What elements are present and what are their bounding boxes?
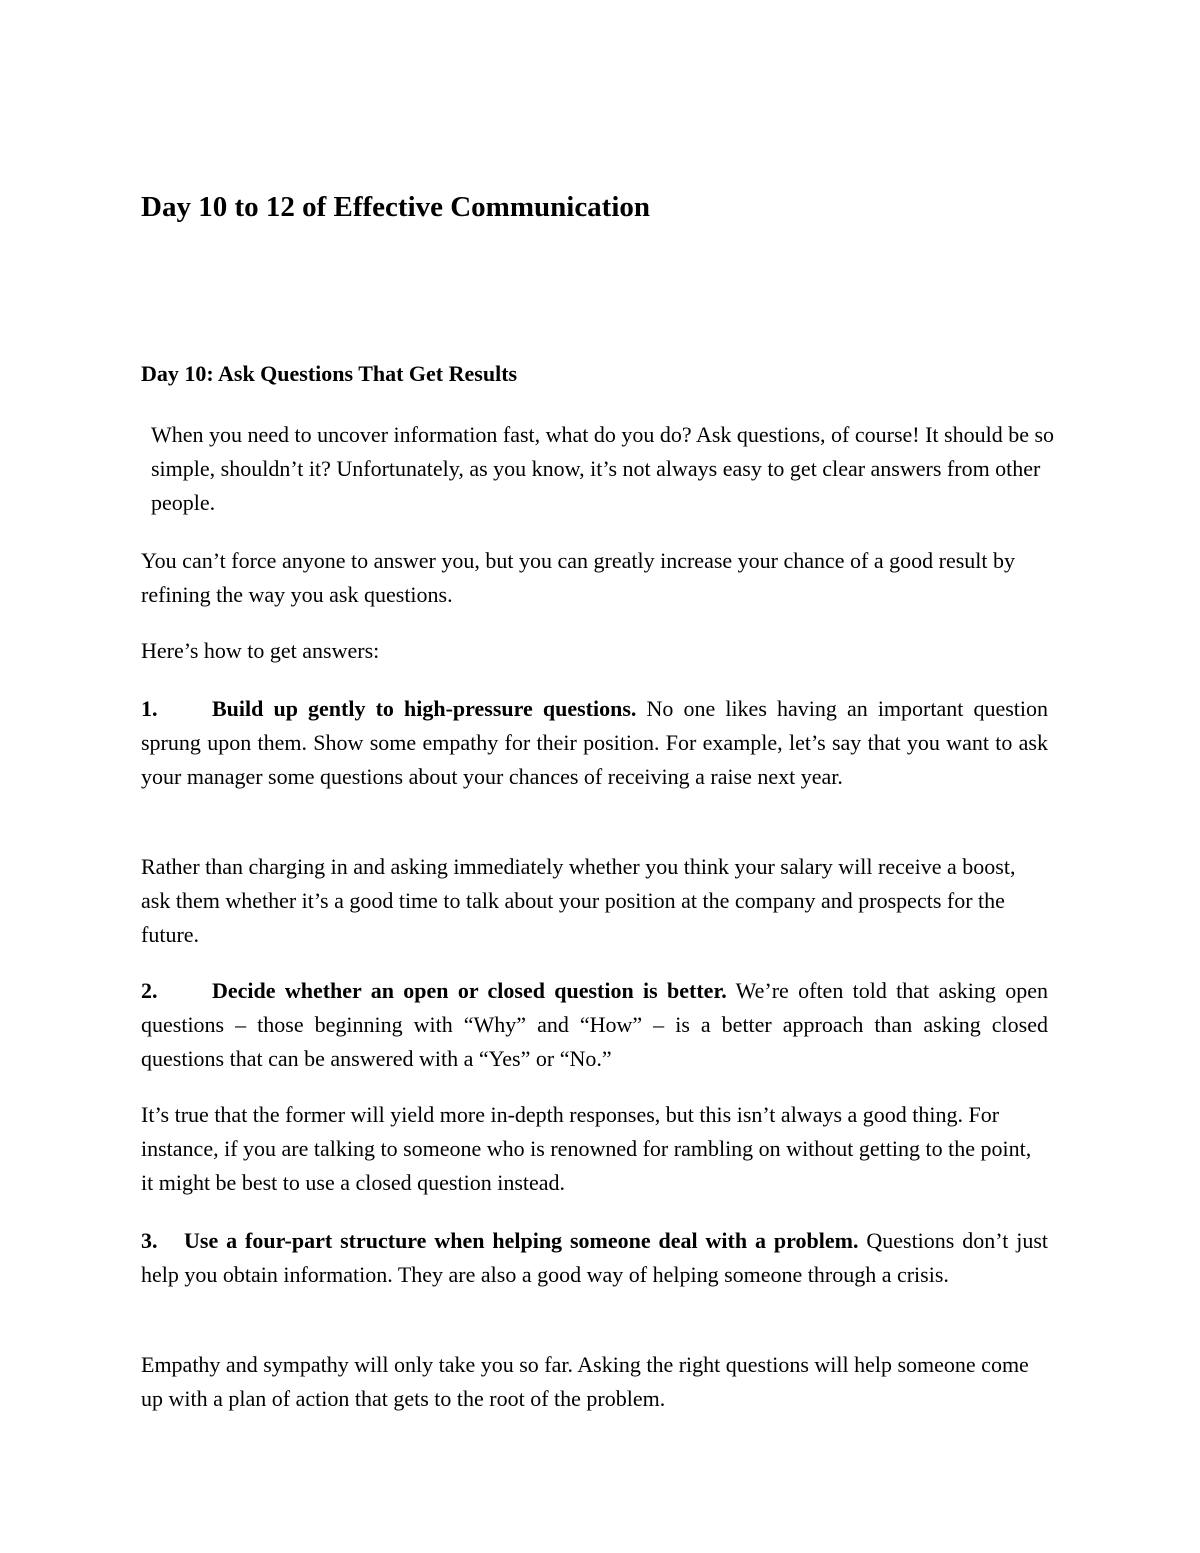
list-item-1 <box>141 692 1048 794</box>
section-heading-day-10: Day 10: Ask Questions That Get Results <box>141 361 518 386</box>
list-item-heading: Build up gently to high-pressure questions. <box>212 696 637 721</box>
force-paragraph: You can’t force anyone to answer you, but you can greatly increase your chance of a good result by refining the way you ask questions. <box>141 548 1016 607</box>
list-item-text: We’re often told that asking open questions – those beginning with “Why” and “How” – is a better approach than asking closed questions that can be answered with a “Yes” or “No.” <box>141 978 1048 1071</box>
list-item-number: 3. <box>141 1228 158 1253</box>
list-item-number: 2. <box>141 978 158 1003</box>
document-title: Day 10 to 12 of Effective Communication <box>141 191 651 223</box>
intro-paragraph: When you need to uncover information fast, what do you do? Ask questions, of course! It should be so simple, shouldn’t it? Unfortunately, as you know, it’s not always easy to get clear answers from other people. <box>151 422 1055 515</box>
list-item-heading: Use a four-part structure when helping someone deal with a problem. <box>184 1228 859 1253</box>
list-item-heading: Decide whether an open or closed question is better. <box>212 978 727 1003</box>
true-paragraph: It’s true that the former will yield more in-depth responses, but this isn’t always a good thing. For instance, if you are talking to someone who is renowned for rambling on without getting to the point, it might be best to use a closed question instead. <box>141 1102 1032 1195</box>
list-item-2 <box>141 974 1048 1076</box>
empathy-paragraph: Empathy and sympathy will only take you so far. Asking the right questions will help someone come up with a plan of action that gets to the root of the problem. <box>141 1352 1029 1411</box>
rather-paragraph: Rather than charging in and asking immediately whether you think your salary will receive a boost, ask them whether it’s a good time to talk about your position at the company and prospects for the future. <box>141 854 1016 947</box>
list-item-number: 1. <box>141 696 158 721</box>
how-paragraph: Here’s how to get answers: <box>141 638 380 663</box>
list-item-text: No one likes having an important question sprung upon them. Show some empathy for their position. For example, let’s say that you want to ask your manager some questions about your chances of receiving a raise next year. <box>141 696 1049 789</box>
list-item-3 <box>141 1224 1048 1292</box>
list-item-text: Questions don’t just help you obtain information. They are also a good way of helping someone through a crisis. <box>141 1228 1048 1287</box>
